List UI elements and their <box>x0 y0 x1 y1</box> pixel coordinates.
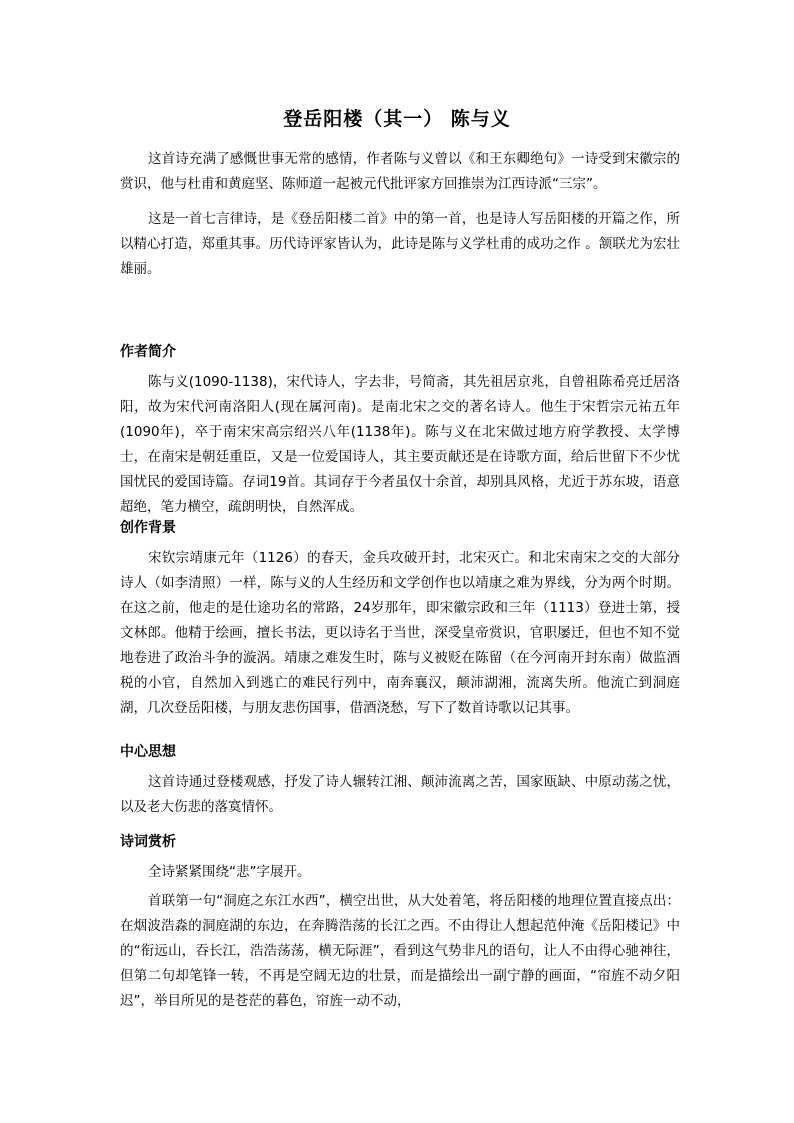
author-paragraph: 陈与义(1090-1138)，宋代诗人，字去非，号简斋，其先祖居京兆，自曾祖陈希亮迁居洛阳，故为宋代河南洛阳人(现在属河南)。是南北宋之交的著名诗人。他生于宋哲宗元祐五年(1090年)，卒于南宋宋高宗绍兴八年(1138年)。陈与义在北宋做过地方府学教授、太学博士，在南宋是朝廷重臣，又是一位爱国诗人，其主要贡献还是在诗歌方面，给后世留下不少忧国忧民的爱国诗篇。存词19首。其词存于今者虽仅十余首，却别具风格，尤近于苏东坡，语意超绝，笔力横空，疏朗明快，自然浑成。 <box>120 374 680 515</box>
theme-paragraph: 这首诗通过登楼观感，抒发了诗人辗转江湘、颠沛流离之苦，国家瓯缺、中原动荡之忧，以及老大伤悲的落寞情怀。 <box>120 774 680 815</box>
author-section <box>120 340 680 520</box>
background-section <box>120 516 680 721</box>
intro-paragraph-2: 这是一首七言律诗，是《登岳阳楼二首》中的第一首，也是诗人写岳阳楼的开篇之作，所以精心打造，郑重其事。历代诗评家皆认为，此诗是陈与义学杜甫的成功之作 。颔联尤为宏壮雄丽。 <box>120 211 680 277</box>
intro-paragraph-1: 这首诗充满了感慨世事无常的感情，作者陈与义曾以《和王东卿绝句》一诗受到宋徽宗的赏识，他与杜甫和黄庭坚、陈师道一起被元代批评家方回推崇为江西诗派“三宗”。 <box>120 151 680 192</box>
page-title: 登岳阳楼（其一） 陈与义 <box>283 108 511 130</box>
appreciation-paragraph-2: 首联第一句“洞庭之东江水西”，横空出世，从大处着笔，将岳阳楼的地理位置直接点出：在烟波浩淼的洞庭湖的东边，在奔腾浩荡的长江之西。不由得让人想起范仲淹《岳阳楼记》中的“衔远山，吞长江，浩浩荡荡，横无际涯”，看到这气势非凡的语句，让人不由得心驰神往，但第二句却笔锋一转，不再是空阔无边的壮景，而是描绘出一副宁静的画面，“帘旌不动夕阳迟”，举目所见的是苍茫的暮色，帘旌一动不动， <box>120 893 680 1009</box>
appreciation-heading: 诗词赏析 <box>120 834 176 850</box>
theme-section <box>120 740 680 820</box>
author-heading: 作者简介 <box>120 344 176 360</box>
background-heading: 创作背景 <box>120 520 176 536</box>
intro-section <box>120 147 680 282</box>
theme-heading: 中心思想 <box>120 744 176 760</box>
background-paragraph: 宋钦宗靖康元年（1126）的春天，金兵攻破开封，北宋灭亡。和北宋南宋之交的大部分诗人（如李清照）一样，陈与义的人生经历和文学创作也以靖康之难为界线，分为两个时期。在这之前，他走的是仕途功名的常路，24岁那年，即宋徽宗政和三年（1113）登进士第，授文林郎。他精于绘画，擅长书法，更以诗名于当世，深受皇帝赏识，官职屡迁，但也不知不觉地卷进了政治斗争的漩涡。靖康之难发生时，陈与义被贬在陈留（在今河南开封东南）做监酒税的小官，自然加入到逃亡的难民行列中，南奔襄汉，颠沛湖湘，流离失所。他流亡到洞庭湖，几次登岳阳楼，与朋友悲伤国事，借酒浇愁，写下了数首诗歌以记其事。 <box>120 550 680 716</box>
appreciation-section <box>120 830 680 1014</box>
appreciation-paragraph-1: 全诗紧紧围绕“悲”字展开。 <box>148 864 311 880</box>
